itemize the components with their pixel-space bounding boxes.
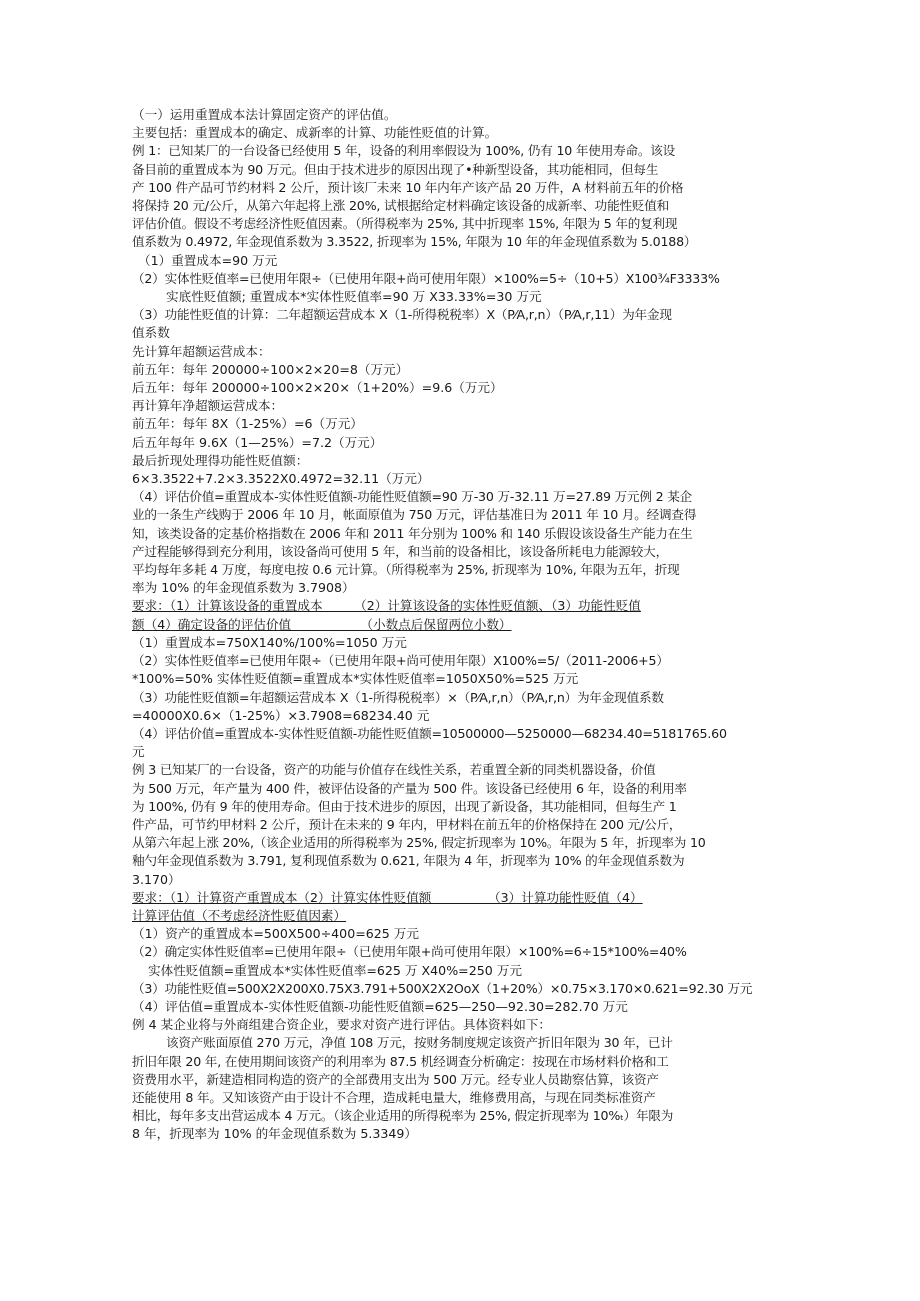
- example-1-line: 将保持 20 元/公斤，从第六年起将上涨 20%, 试根据给定材料确定该设备的成新率、功能性贬值和: [132, 198, 670, 214]
- example-4-line: 还能使用 8 年。又知该资产由于设计不合理，造成耗电量大，维修费用高，与现在同类标准资产: [132, 1089, 656, 1105]
- example-4-line: 资费用水平，新建造相同构造的资产的全部费用支出为 500 万元。经专业人员勘察估算，该资产: [132, 1071, 659, 1087]
- answer-line: （3）功能性贬值=500X2X200X0.75X3.791+500X2X2OoX（1+20%）×0.75×3.170×0.621=92.30 万元: [132, 980, 753, 996]
- document-page: [132, 106, 792, 1144]
- requirement-line: 计算评估值（不考虑经济性贬值因素）: [132, 907, 347, 923]
- example-1-line: 值系数为 0.4972, 年金现值系数为 3.3522, 折现率为 15%, 年限为 10 年的年金现值系数为 5.0188）: [132, 234, 697, 250]
- requirement-line: 要求：（1）计算资产重置成本（2）计算实体性贬值额 （3）计算功能性贬值（4）: [132, 889, 643, 905]
- answer-line: 后五年每年 9.6X（1—25%）=7.2（万元）: [132, 434, 383, 450]
- answer-line: （1）重置成本=750X140%/100%=1050 万元: [132, 634, 407, 650]
- answer-line: 最后折现处理得功能性贬值额：: [132, 452, 309, 468]
- section-heading: （一）运用重置成本法计算固定资产的评估值。: [132, 107, 397, 122]
- answer-line: 实体性贬值额=重置成本*实体性贬值率=625 万 X40%=250 万元: [148, 962, 522, 978]
- answer-line: 前五年：每年 8X（1-25%）=6（万元）: [132, 416, 363, 432]
- example-1-line: 例 1：已知某厂的一台设备已经使用 5 年，设备的利用率假设为 100%, 仍有 10 年使用寿命。该设: [132, 143, 676, 159]
- answer-line: （4）评估值=重置成本-实体性贬值额-功能性贬值额=625—250—92.30=282.70 万元: [132, 998, 628, 1014]
- answer-line: （4）评估价值=重置成本-实体性贬值额-功能性贬值额=10500000—5250000—68234.40=5181765.60: [132, 725, 727, 741]
- example-3-line: 为 100%, 仍有 9 年的使用寿命。但由于技术进步的原因，出现了新设备，其功能相同，但每生产 1: [132, 798, 677, 814]
- example-3-line: 为 500 万元，年产量为 400 件，被评估设备的产量为 500 件。该设备已经使用 6 年，设备的利用率: [132, 780, 687, 796]
- answer-line: 前五年：每年 200000÷100×2×20=8（万元）: [132, 361, 409, 377]
- requirement-line: 要求：（1）计算该设备的重置成本 （2）计算该设备的实体性贬值额、（3）功能性贬值: [132, 598, 641, 614]
- answer-line: 实底性贬值额; 重置成本*实体性贬值率=90 万 X33.33%=30 万元: [166, 289, 542, 305]
- example-2-line: 产过程能够得到充分利用，该设备尚可使用 5 年，和当前的设备相比，该设备所耗电力能源较大，: [132, 543, 668, 559]
- example-1-line: 产 100 件产品可节约材料 2 公斤，预计该厂未来 10 年内年产该产品 20 万件，A 材料前五年的价格: [132, 179, 684, 195]
- example-4-line: 8 年，折现率为 10% 的年金现值系数为 5.3349）: [132, 1126, 417, 1142]
- text-line: 主要包括：重置成本的确定、成新率的计算、功能性贬值的计算。: [132, 125, 498, 141]
- answer-line: 先计算年超额运营成本：: [132, 343, 271, 359]
- example-2-line: 业的一条生产线购于 2006 年 10 月，帐面原值为 750 万元，评估基准日为 2011 年 10 月。经调查得: [132, 507, 697, 523]
- example-1-line: 备目前的重置成本为 90 万元。但由于技术进步的原因出现了•种新型设备，其功能相同，但每生: [132, 161, 659, 177]
- example-3-line: 例 3 已知某厂的一台设备，资产的功能与价值存在线性关系，若重置全新的同类机器设备，价值: [132, 762, 656, 778]
- answer-line: 后五年：每年 200000÷100×2×20×（1+20%）=9.6（万元）: [132, 380, 503, 396]
- example-3-line: 釉勺年金现值系数为 3.791, 复利现值系数为 0.621, 年限为 4 年，折现率为 10% 的年金现值系数为: [132, 853, 685, 869]
- example-2-line: 平均每年多耗 4 万度，每度电按 0.6 元计算。（所得税率为 25%, 折现率为 10%, 年限为五年，折现: [132, 562, 680, 578]
- example-2-line: 知，该类设备的定基价格指数在 2006 年和 2011 年分别为 100% 和 140 乐假设该设备生产能力在生: [132, 525, 693, 541]
- answer-line: （4）评估价值=重置成本-实体性贬值额-功能性贬值额=90 万-30 万-32.11 万=27.89 万元例 2 某企: [132, 489, 693, 505]
- answer-line: （1）重置成本=90 万元: [138, 252, 278, 268]
- example-4-line: 例 4 某企业将与外商组建合资企业，要求对资产进行评估。具体资料如下：: [132, 1017, 552, 1033]
- example-3-line: 从第六年起上涨 20%,（该企业适用的所得税率为 25%, 假定折现率为 10%。年限为 5 年，折现率为 10: [132, 835, 706, 851]
- example-4-line: 折旧年限 20 年, 在使用期间该资产的利用率为 87.5 机经调查分析确定：按现在市场材料价格和工: [132, 1053, 669, 1069]
- answer-line: （3）功能性贬值的计算：二年超额运营成本 X（1-所得税税率）X（P⁄A,r,n）（P⁄A,r,11）为年金现: [132, 307, 672, 323]
- example-4-line: 该资产账面原值 270 万元，净值 108 万元，按财务制度规定该资产折旧年限为 30 年，已计: [166, 1035, 673, 1051]
- answer-line: 元: [132, 744, 145, 760]
- example-3-line: 3.170）: [132, 871, 181, 887]
- answer-line: =40000X0.6×（1-25%）×3.7908=68234.40 元: [132, 707, 430, 723]
- example-4-line: 相比，每年多支出营运成本 4 万元。（该企业适用的所得税率为 25%, 假定折现率为 10%ₜ）年限为: [132, 1108, 674, 1124]
- example-2-line: 率为 10% 的年金现值系数为 3.7908）: [132, 580, 355, 596]
- answer-line: （1）资产的重置成本=500X500÷400=625 万元: [132, 926, 419, 942]
- answer-line: 6×3.3522+7.2×3.3522X0.4972=32.11（万元）: [132, 471, 430, 487]
- requirement-line: 额（4）确定设备的评估价值 （小数点后保留两位小数）: [132, 616, 512, 632]
- answer-line: 值系数: [132, 325, 170, 341]
- answer-line: （3）功能性贬值额=年超额运营成本 X（1-所得税税率）×（P⁄A,r,n）（P⁄A,r,n）为年金现值系数: [132, 689, 664, 705]
- answer-line: 再计算年净超额运营成本：: [132, 398, 284, 414]
- answer-line: （2）确定实体性贬值率=已使用年限÷（已使用年限+尚可使用年限）×100%=6÷15*100%=40%: [132, 944, 687, 960]
- answer-line: （2）实体性贬值率=已使用年限÷（已使用年限+尚可使用年限）×100%=5÷（10+5）X100¾F3333%: [132, 270, 720, 286]
- answer-line: *100%=50% 实体性贬值额=重置成本*实体性贬值率=1050X50%=525 万元: [132, 671, 579, 687]
- example-1-line: 评估价值。假设不考虑经济性贬值因素。（所得税率为 25%, 其中折现率 15%, 年限为 5 年的复利现: [132, 216, 678, 232]
- answer-line: （2）实体性贬值率=已使用年限÷（已使用年限+尚可使用年限）X100%=5/（2011-2006+5）: [132, 653, 669, 669]
- example-3-line: 件产品，可节约甲材料 2 公斤，预计在未来的 9 年内，甲材料在前五年的价格保持在 200 元/公斤，: [132, 816, 682, 832]
